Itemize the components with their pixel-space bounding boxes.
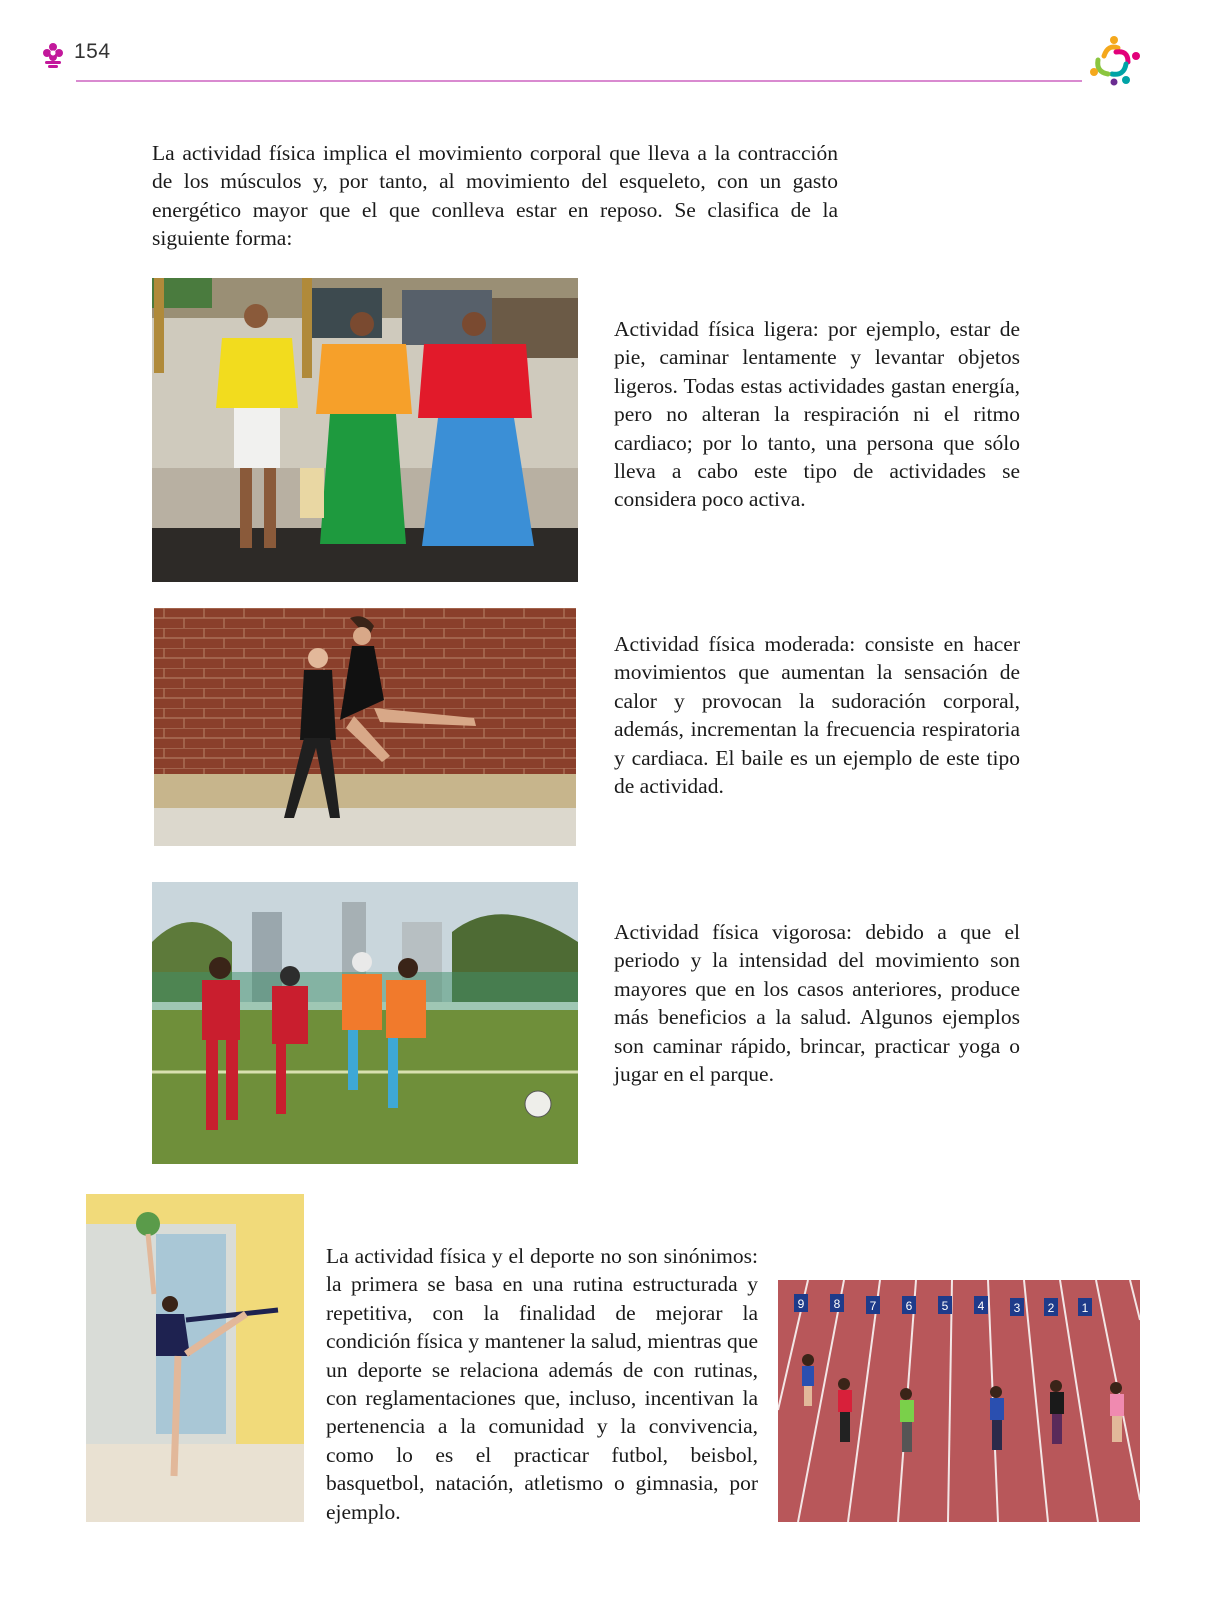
decorative-logo-icon [1086, 34, 1142, 86]
moderate-activity-paragraph: Actividad física moderada: consiste en hacer movimientos que aumentan la sensación de calor y provocan la sudoración corporal, además, incrementan la frecuencia respiratoria y cardiaca. El baile es un ejemplo de este tipo de actividad. [614, 632, 1020, 799]
track-runners-photo [778, 1280, 1140, 1522]
header-rule [76, 80, 1082, 82]
walking-people-photo [152, 278, 578, 582]
lane-number-9: 9 [797, 1297, 805, 1311]
lane-number-5: 5 [941, 1299, 949, 1313]
lane-number-7: 7 [869, 1299, 877, 1313]
light-activity-paragraph: Actividad física ligera: por ejemplo, estar de pie, caminar lentamente y levantar objetos ligeros. Todas estas actividades gastan energía, pero no alteran la respiración ni el ritmo cardiaco; por lo tanto, una persona que sólo lleva a cabo este tipo de actividades se considera poco activa. [614, 317, 1020, 512]
lane-number-2: 2 [1047, 1301, 1055, 1315]
rhythmic-gymnast-photo [86, 1194, 304, 1522]
sport-vs-activity-paragraph: La actividad física y el deporte no son sinónimos: la primera se basa en una rutina estructurada y repetitiva, con la finalidad de mejorar la condición física y mantener la salud, mientras que un deporte se relaciona además de con rutinas, con reglamentaciones que, incluso, incentivan la pertenencia a la comunidad y la convivencia, como lo es el practicar futbol, beisbol, basquetbol, natación, atletismo o gimnasia, por ejemplo. [326, 1244, 758, 1524]
lane-number-6: 6 [905, 1299, 913, 1313]
lane-number-4: 4 [977, 1299, 985, 1313]
lane-number-8: 8 [833, 1297, 841, 1311]
lane-number-3: 3 [1013, 1301, 1021, 1315]
page-number: 154 [74, 40, 111, 63]
dancing-couple-photo [154, 608, 576, 846]
soccer-players-photo [152, 882, 578, 1164]
lane-number-1: 1 [1081, 1301, 1089, 1315]
intro-paragraph: La actividad física implica el movimiento corporal que lleva a la contracción de los músculos y, por tanto, al movimiento del esqueleto, con un gasto energético mayor que el que conlleva estar en reposo. Se clasifica de la siguiente forma: [152, 141, 838, 251]
flower-ornament-icon [42, 42, 64, 68]
vigorous-activity-paragraph: Actividad física vigorosa: debido a que el periodo y la intensidad del movimiento son mayores que en los casos anteriores, produce más beneficios a la salud. Algunos ejemplos son caminar rápido, brincar, practicar yoga o jugar en el parque. [614, 920, 1020, 1087]
